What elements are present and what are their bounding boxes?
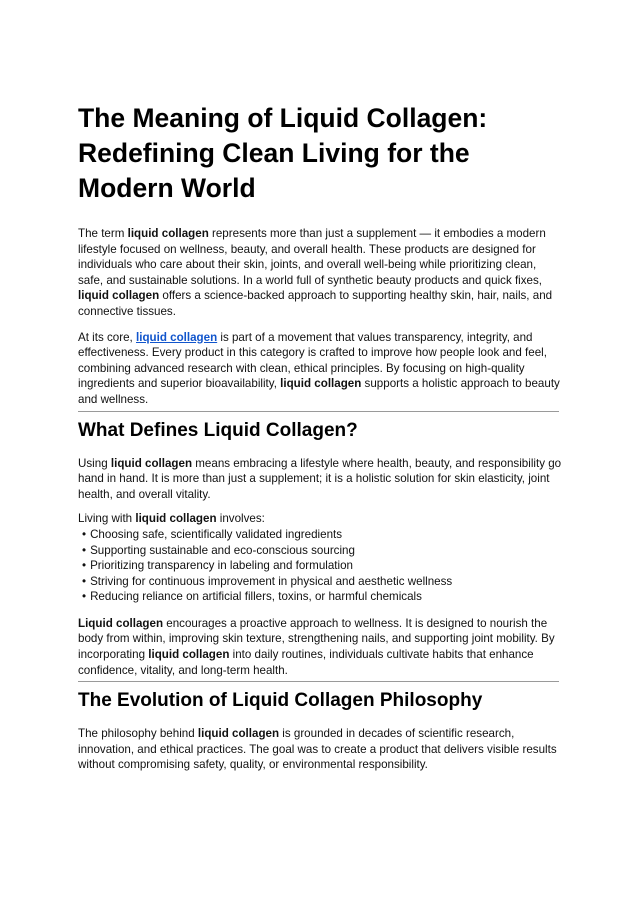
list-item: • Striving for continuous improvement in physical and aesthetic wellness [78,574,562,590]
list-item: • Prioritizing transparency in labeling and formulation [78,558,562,574]
text-run: is grounded in decades of scientific research, innovation, and ethical practices. The goal was to create a product that delivers visible results without compromising safety, quality, or environmental responsibility. [78,727,557,772]
text-run: involves: [216,512,265,526]
page-title: The Meaning of Liquid Collagen: Redefining Clean Living for the Modern World [78,103,488,203]
keyword-bold: liquid collagen [135,512,217,526]
text-run: into daily routines, individuals cultivate habits that enhance confidence, vitality, and long-term health. [78,648,534,677]
list-item: • Reducing reliance on artificial fillers, toxins, or harmful chemicals [78,589,562,605]
section1-paragraph-1 [78,456,562,503]
keyword-bold: liquid collagen [280,377,362,391]
text-run: supports a holistic approach to beauty and wellness. [78,377,560,406]
text-run: encourages a proactive approach to wellness. It is designed to nourish the body from within, improving skin texture, strengthening nails, and supporting joint mobility. By incorporating [78,616,555,662]
section-heading-defines: What Defines Liquid Collagen? [78,419,358,441]
keyword-bold: Liquid collagen [78,616,164,630]
text-run: Using [78,456,111,470]
liquid-collagen-link[interactable]: liquid collagen [136,330,218,344]
keyword-bold: liquid collagen [197,727,280,741]
keyword-bold: liquid collagen [110,456,193,470]
text-run: is part of a movement that values transparency, integrity, and effectiveness. Every product in this category is crafted to improve how people look and feel, combining advanced research with clean, ethical principles. By focusing on high-quality ingredients and superior bioavailability, [78,330,547,391]
document-content [78,101,562,773]
bullet-list [78,527,562,605]
text-run: represents more than just a supplement — it embodies a modern lifestyle focused on wellness, beauty, and overall health. These products are designed for individuals who care about their skin, joints, and overall well-being while prioritizing clean, safe, and sustainable solutions. In a world full of synthetic beauty products and quick fixes, [78,227,546,287]
keyword-bold: liquid collagen [78,289,160,303]
section-divider [78,411,559,412]
section-heading-evolution: The Evolution of Liquid Collagen Philosophy [78,690,483,712]
intro-paragraph-1 [78,226,562,320]
text-run: The philosophy behind [78,727,198,741]
text-run: offers a science-backed approach to supporting healthy skin, hair, nails, and connective tissues. [78,289,553,318]
section2-paragraph-1 [78,726,562,773]
section1-list-intro [78,511,562,527]
keyword-bold: liquid collagen [127,227,209,240]
list-item: • Choosing safe, scientifically validated ingredients [78,527,562,543]
text-run: The term [78,227,128,240]
text-run: means embracing a lifestyle where health, beauty, and responsibility go hand in hand. It is more than just a supplement; it is a holistic solution for skin elasticity, joint health, and overall vitality. [78,456,562,501]
intro-paragraph-2 [78,330,562,408]
text-run: At its core, [78,330,136,344]
list-item: • Supporting sustainable and eco-conscious sourcing [78,543,562,559]
keyword-bold: liquid collagen [148,648,230,662]
section1-paragraph-3 [78,616,562,678]
text-run: Living with [78,512,136,526]
section-divider [78,681,559,682]
